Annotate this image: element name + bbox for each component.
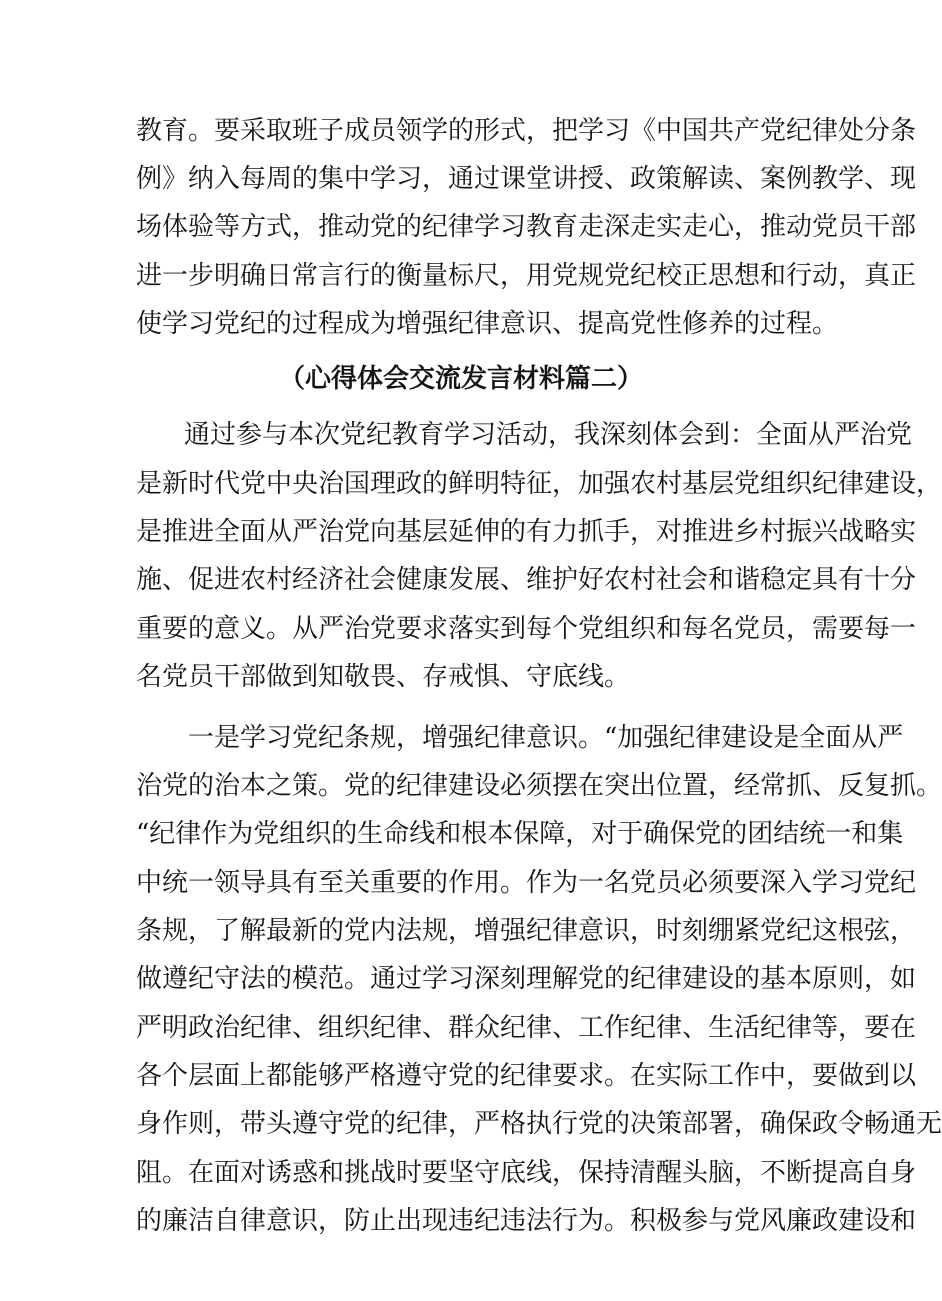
paragraph-3-line-3: “纪律作为党组织的生命线和根本保障，对于确保党的团结统一和集 [136, 819, 904, 849]
paragraph-3-line-1: 一是学习党纪条规，增强纪律意识。“加强纪律建设是全面从严 [188, 723, 904, 753]
paragraph-2-line-4: 施、促进农村经济社会健康发展、维护好农村社会和谐稳定具有十分 [136, 565, 917, 595]
paragraph-3-line-10: 阻。在面对诱惑和挑战时要坚守底线，保持清醒头脑，不断提高自身 [136, 1158, 917, 1188]
paragraph-3-line-5: 条规，了解最新的党内法规，增强纪律意识，时刻绷紧党纪这根弦， [136, 916, 917, 946]
paragraph-2-line-3: 是推进全面从严治党向基层延伸的有力抓手，对推进乡村振兴战略实 [136, 517, 917, 547]
paragraph-3-line-4: 中统一领导具有至关重要的作用。作为一名党员必须要深入学习党纪 [136, 868, 917, 898]
paragraph-1-line-5: 使学习党纪的过程成为增强纪律意识、提高党性修养的过程。 [136, 309, 839, 339]
paragraph-2-line-6: 名党员干部做到知敬畏、存戒惧、守底线。 [136, 662, 631, 692]
paragraph-2-line-1: 通过参与本次党纪教育学习活动，我深刻体会到：全面从严治党 [184, 420, 913, 450]
paragraph-1-line-2: 例》纳入每周的集中学习，通过课堂讲授、政策解读、案例教学、现 [136, 164, 917, 194]
paragraph-2-line-5: 重要的意义。从严治党要求落实到每个党组织和每名党员，需要每一 [136, 614, 917, 644]
paragraph-3-line-2: 治党的治本之策。党的纪律建设必须摆在突出位置，经常抓、反复抓。 [136, 771, 942, 801]
paragraph-1-line-1: 教育。要采取班子成员领学的形式，把学习《中国共产党纪律处分条 [136, 116, 917, 146]
paragraph-1-line-4: 进一步明确日常言行的衡量标尺，用党规党纪校正思想和行动，真正 [136, 261, 917, 291]
paragraph-3-line-6: 做遵纪守法的模范。通过学习深刻理解党的纪律建设的基本原则，如 [136, 964, 917, 994]
paragraph-2-line-2: 是新时代党中央治国理政的鲜明特征，加强农村基层党组织纪律建设， [136, 469, 942, 499]
paragraph-3-line-8: 各个层面上都能够严格遵守党的纪律要求。在实际工作中，要做到以 [136, 1061, 917, 1091]
paragraph-3-line-7: 严明政治纪律、组织纪律、群众纪律、工作纪律、生活纪律等，要在 [136, 1013, 917, 1043]
paragraph-3-line-11: 的廉洁自律意识，防止出现违纪违法行为。积极参与党风廉政建设和 [136, 1206, 917, 1236]
section-heading: （心得体会交流发言材料篇二） [278, 364, 643, 394]
paragraph-1-line-3: 场体验等方式，推动党的纪律学习教育走深走实走心，推动党员干部 [136, 212, 917, 242]
paragraph-3-line-9: 身作则，带头遵守党的纪律，严格执行党的决策部署，确保政令畅通无 [136, 1109, 942, 1139]
